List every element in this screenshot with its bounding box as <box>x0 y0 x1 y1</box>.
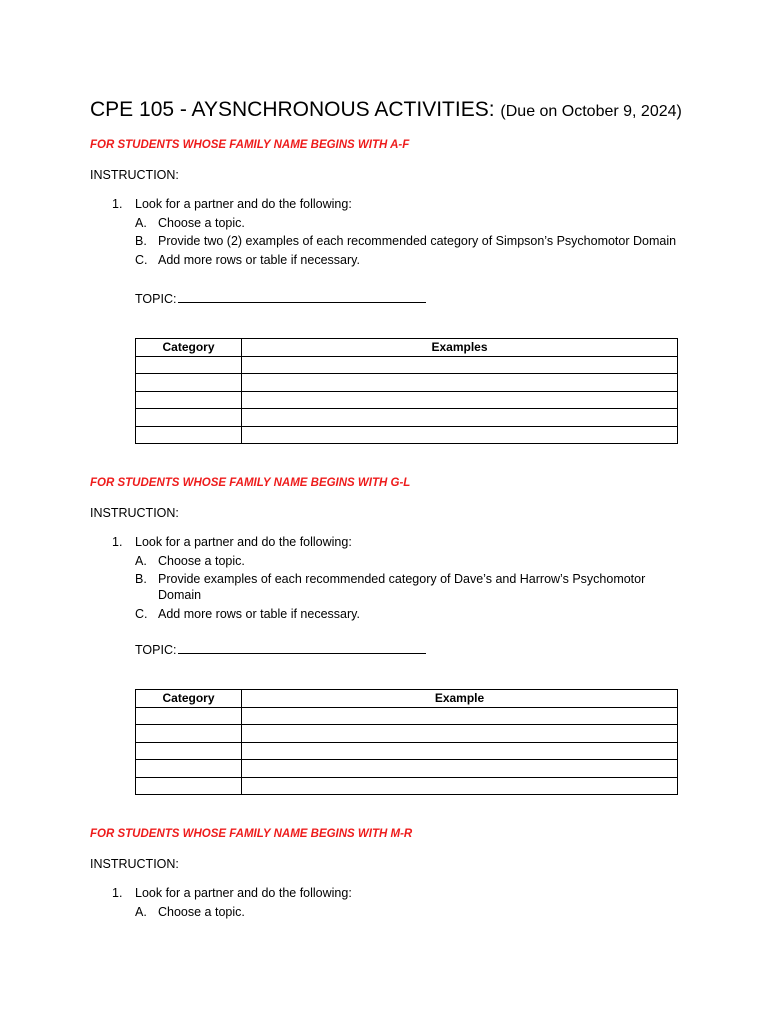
list-item-text: Look for a partner and do the following: <box>135 197 352 211</box>
topic-blank-line[interactable] <box>178 290 426 303</box>
topic-label: TOPIC: <box>135 643 177 657</box>
sub-item-continuation: Domain <box>158 588 202 602</box>
section-heading-g-l: FOR STUDENTS WHOSE FAMILY NAME BEGINS WITH G-L <box>90 477 411 489</box>
column-header-example: Example <box>242 690 678 708</box>
section-heading-a-f: FOR STUDENTS WHOSE FAMILY NAME BEGINS WITH A-F <box>90 139 410 151</box>
table-cell[interactable] <box>242 426 678 444</box>
topic-label: TOPIC: <box>135 292 177 306</box>
instruction-list <box>90 533 645 623</box>
table-cell[interactable] <box>136 707 242 725</box>
category-example-table <box>135 689 678 795</box>
list-item-text: Look for a partner and do the following: <box>135 886 352 900</box>
list-item <box>90 195 676 214</box>
list-number: 1. <box>112 886 123 900</box>
sub-item <box>90 214 676 233</box>
table-cell[interactable] <box>242 409 678 427</box>
table-cell[interactable] <box>136 409 242 427</box>
sub-item-letter: C. <box>135 606 148 621</box>
table-cell[interactable] <box>242 356 678 374</box>
due-date: (Due on October 9, 2024) <box>500 103 682 120</box>
table-row <box>136 725 678 743</box>
table-row <box>136 391 678 409</box>
list-number: 1. <box>112 535 123 549</box>
table-cell[interactable] <box>136 760 242 778</box>
sub-item-text: Provide examples of each recommended category of Dave’s and Harrow’s Psychomotor <box>158 572 646 586</box>
sub-item-letter: A. <box>135 215 147 230</box>
table-row <box>136 409 678 427</box>
document-title <box>90 96 682 126</box>
topic-field <box>135 290 426 306</box>
sub-item-text: Add more rows or table if necessary. <box>158 606 360 621</box>
sub-item-text: Choose a topic. <box>158 215 245 230</box>
sub-item <box>90 605 645 624</box>
sub-item-letter: B. <box>135 234 147 248</box>
table-cell[interactable] <box>136 777 242 795</box>
instruction-list <box>90 884 352 921</box>
list-item <box>90 533 645 552</box>
section-heading-m-r: FOR STUDENTS WHOSE FAMILY NAME BEGINS WITH M-R <box>90 828 413 840</box>
topic-field <box>135 641 426 657</box>
table-cell[interactable] <box>136 356 242 374</box>
sub-item-text: Provide two (2) examples of each recommended category of Simpson’s Psychomotor Domain <box>158 234 677 248</box>
title-text: CPE 105 - AYSNCHRONOUS ACTIVITIES: <box>90 98 495 121</box>
table-row <box>136 707 678 725</box>
sub-item <box>90 251 676 270</box>
sub-item-letter: A. <box>135 553 147 568</box>
instruction-list <box>90 195 676 269</box>
table-cell[interactable] <box>242 374 678 392</box>
table-cell[interactable] <box>136 391 242 409</box>
list-item-text: Look for a partner and do the following: <box>135 535 352 549</box>
sub-item-text: Choose a topic. <box>158 553 245 568</box>
column-header-examples: Examples <box>242 339 678 357</box>
table-row <box>136 777 678 795</box>
sub-item-text: Choose a topic. <box>158 904 245 919</box>
sub-item <box>90 903 352 922</box>
table-cell[interactable] <box>242 777 678 795</box>
table-row <box>136 760 678 778</box>
table-cell[interactable] <box>242 742 678 760</box>
table-header-row <box>136 690 678 708</box>
category-examples-table <box>135 338 678 444</box>
table-cell[interactable] <box>242 725 678 743</box>
table-cell[interactable] <box>136 426 242 444</box>
sub-item-text: Add more rows or table if necessary. <box>158 252 360 267</box>
table-row <box>136 374 678 392</box>
table-cell[interactable] <box>136 725 242 743</box>
sub-item-letter: B. <box>135 572 147 586</box>
table-header-row <box>136 339 678 357</box>
sub-item <box>90 570 645 589</box>
table-cell[interactable] <box>242 707 678 725</box>
table-cell[interactable] <box>136 374 242 392</box>
topic-blank-line[interactable] <box>178 641 426 654</box>
column-header-category: Category <box>136 339 242 357</box>
table-cell[interactable] <box>242 391 678 409</box>
table-row <box>136 742 678 760</box>
sub-item <box>90 552 645 571</box>
list-item <box>90 884 352 903</box>
instruction-label: INSTRUCTION: <box>90 506 179 520</box>
table-cell[interactable] <box>136 742 242 760</box>
instruction-label: INSTRUCTION: <box>90 857 179 871</box>
table-row <box>136 426 678 444</box>
sub-item-letter: C. <box>135 252 148 267</box>
sub-item <box>90 232 676 251</box>
list-number: 1. <box>112 197 123 211</box>
column-header-category: Category <box>136 690 242 708</box>
instruction-label: INSTRUCTION: <box>90 168 179 182</box>
sub-item-letter: A. <box>135 904 147 919</box>
table-cell[interactable] <box>242 760 678 778</box>
table-row <box>136 356 678 374</box>
